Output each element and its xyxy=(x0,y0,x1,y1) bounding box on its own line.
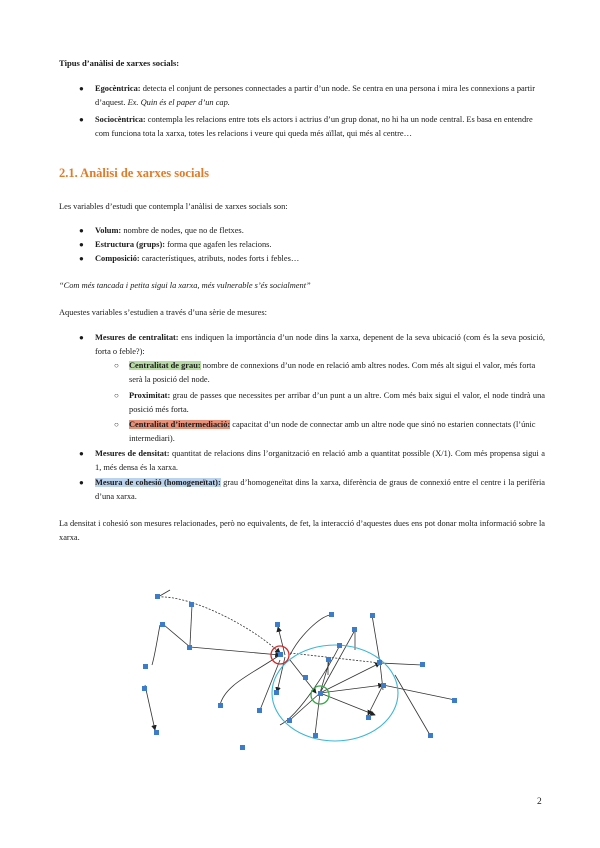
closing-paragraph: La densitat i cohesió son mesures relacionades, però no equivalents, de fet, la interacció d’aquestes dues ens pot donar molta informació sobre la xarxa. xyxy=(59,519,545,542)
page-number: 2 xyxy=(537,797,542,807)
network-diagram xyxy=(130,575,490,755)
sociocentric-text: contempla les relacions entre tots els actors i actrius d’un grup donat, no hi ha un node central. Es basa en entendre com funciona tota la xarxa, totes les relacions i veure qui queda més aïllat, qui més al centre… xyxy=(95,115,533,138)
bullet-icon: ● xyxy=(79,254,84,263)
bullet-icon: ● xyxy=(79,449,84,458)
list-item-estructura xyxy=(79,238,272,252)
list-item-volum xyxy=(79,224,244,238)
network-node xyxy=(313,733,318,738)
bullet-icon: ● xyxy=(79,333,84,342)
circle-bullet-icon: ○ xyxy=(114,361,119,370)
intermediacio-text: capacitat d’un node de connectar amb un altre node que sinó no estarien connectats (l’únic intermediari). xyxy=(129,420,536,443)
estructura-text: forma que agafen les relacions. xyxy=(165,240,272,249)
egocentric-text: detecta el conjunt de persones connectades a partir d’un node. Se centra en una persona i mira les connexions a partir d’aquest. xyxy=(95,84,535,107)
network-edges xyxy=(145,590,455,735)
network-node xyxy=(187,645,192,650)
network-node xyxy=(154,730,159,735)
network-node xyxy=(377,660,382,665)
network-node xyxy=(155,594,160,599)
bullet-icon: ● xyxy=(79,240,84,249)
network-node xyxy=(352,627,357,632)
quote: “Com més tancada i petita sigui la xarxa, més vulnerable s’és socialment” xyxy=(59,281,311,290)
volum-text: nombre de nodes, que no de fletxes. xyxy=(121,226,244,235)
network-node xyxy=(381,683,386,688)
composicio-text: característiques, atributs, nodes forts i febles… xyxy=(139,254,300,263)
bullet-icon: ● xyxy=(79,478,84,487)
network-node xyxy=(420,662,425,667)
bullet-icon: ● xyxy=(79,84,84,93)
term-centralitat-grau: Centralitat de grau: xyxy=(129,361,201,370)
network-node xyxy=(428,733,433,738)
network-node xyxy=(318,691,323,696)
list-item-egocentric xyxy=(79,82,545,109)
network-node xyxy=(337,643,342,648)
list-item-sociocentric xyxy=(79,113,545,140)
grau-text: nombre de connexions d’un node en relació amb altres nodes. Com més alt sigui el valor, més forta serà la posició del node. xyxy=(129,361,536,384)
network-node xyxy=(452,698,457,703)
network-node xyxy=(275,622,280,627)
term-centralitat: Mesures de centralitat: xyxy=(95,333,179,342)
network-node xyxy=(303,675,308,680)
network-node xyxy=(278,652,283,657)
list-item-centralitat xyxy=(79,331,546,358)
network-node xyxy=(329,612,334,617)
term-centralitat-intermediacio: Centralitat d’intermediació: xyxy=(129,420,231,429)
network-node xyxy=(366,715,371,720)
term-volum: Volum: xyxy=(95,226,122,235)
bullet-icon: ● xyxy=(79,115,84,124)
types-heading: Tipus d’anàlisi de xarxes socials: xyxy=(59,58,180,68)
network-node xyxy=(370,613,375,618)
network-node xyxy=(326,657,331,662)
sublist-item-grau xyxy=(114,359,545,386)
term-composicio: Composició: xyxy=(95,254,140,263)
network-node xyxy=(142,686,147,691)
section-title: 2.1. Anàlisi de xarxes socials xyxy=(59,166,210,180)
densitat-text: quantitat de relacions dins l’organització en relació amb a quantitat possible (X/1). Com més propensa sigui a 1, més densa és la xarxa. xyxy=(95,449,545,472)
list-item-densitat xyxy=(79,447,545,474)
egocentric-example: Ex. Quin és el paper d’un cap. xyxy=(127,97,230,107)
centralitat-text: ens indiquen la importància d’un node dins la xarxa, depenent de la seva ubicació (com és la seva posició, forta o feble?): xyxy=(95,333,546,356)
network-node xyxy=(287,718,292,723)
network-node xyxy=(189,602,194,607)
bullet-icon: ● xyxy=(79,226,84,235)
term-sociocentric: Sociocèntrica: xyxy=(95,115,146,124)
list-item-composicio xyxy=(79,252,300,266)
network-node xyxy=(143,664,148,669)
proximitat-text: grau de passes que necessites per arribar d’un punt a un altre. Com més baix sigui el valor, el node tindrà una posició més forta. xyxy=(129,391,545,414)
term-egocentric: Egocèntrica: xyxy=(95,84,141,93)
intro-paragraph: Les variables d’estudi que contempla l’anàlisi de xarxes socials son: xyxy=(59,202,288,211)
term-cohesio: Mesura de cohesió (homogeneïtat): xyxy=(95,478,221,487)
list-item-cohesio xyxy=(79,476,545,503)
network-node xyxy=(218,703,223,708)
sublist-item-proximitat xyxy=(114,389,545,416)
network-node xyxy=(240,745,245,750)
term-estructura: Estructura (grups): xyxy=(95,240,166,249)
sublist-item-intermediacio xyxy=(114,418,545,445)
cohesio-text: grau d’homogeneïtat dins la xarxa, diferència de graus de connexió entre el centre i la perifèria d’una xarxa. xyxy=(95,478,545,501)
network-node xyxy=(274,690,279,695)
circle-bullet-icon: ○ xyxy=(114,391,119,400)
term-densitat: Mesures de densitat: xyxy=(95,449,170,458)
measures-intro: Aquestes variables s’estudien a través d’una sèrie de mesures: xyxy=(59,308,267,317)
network-node xyxy=(160,622,165,627)
term-proximitat: Proximitat: xyxy=(129,391,171,400)
circle-bullet-icon: ○ xyxy=(114,420,119,429)
network-node xyxy=(257,708,262,713)
